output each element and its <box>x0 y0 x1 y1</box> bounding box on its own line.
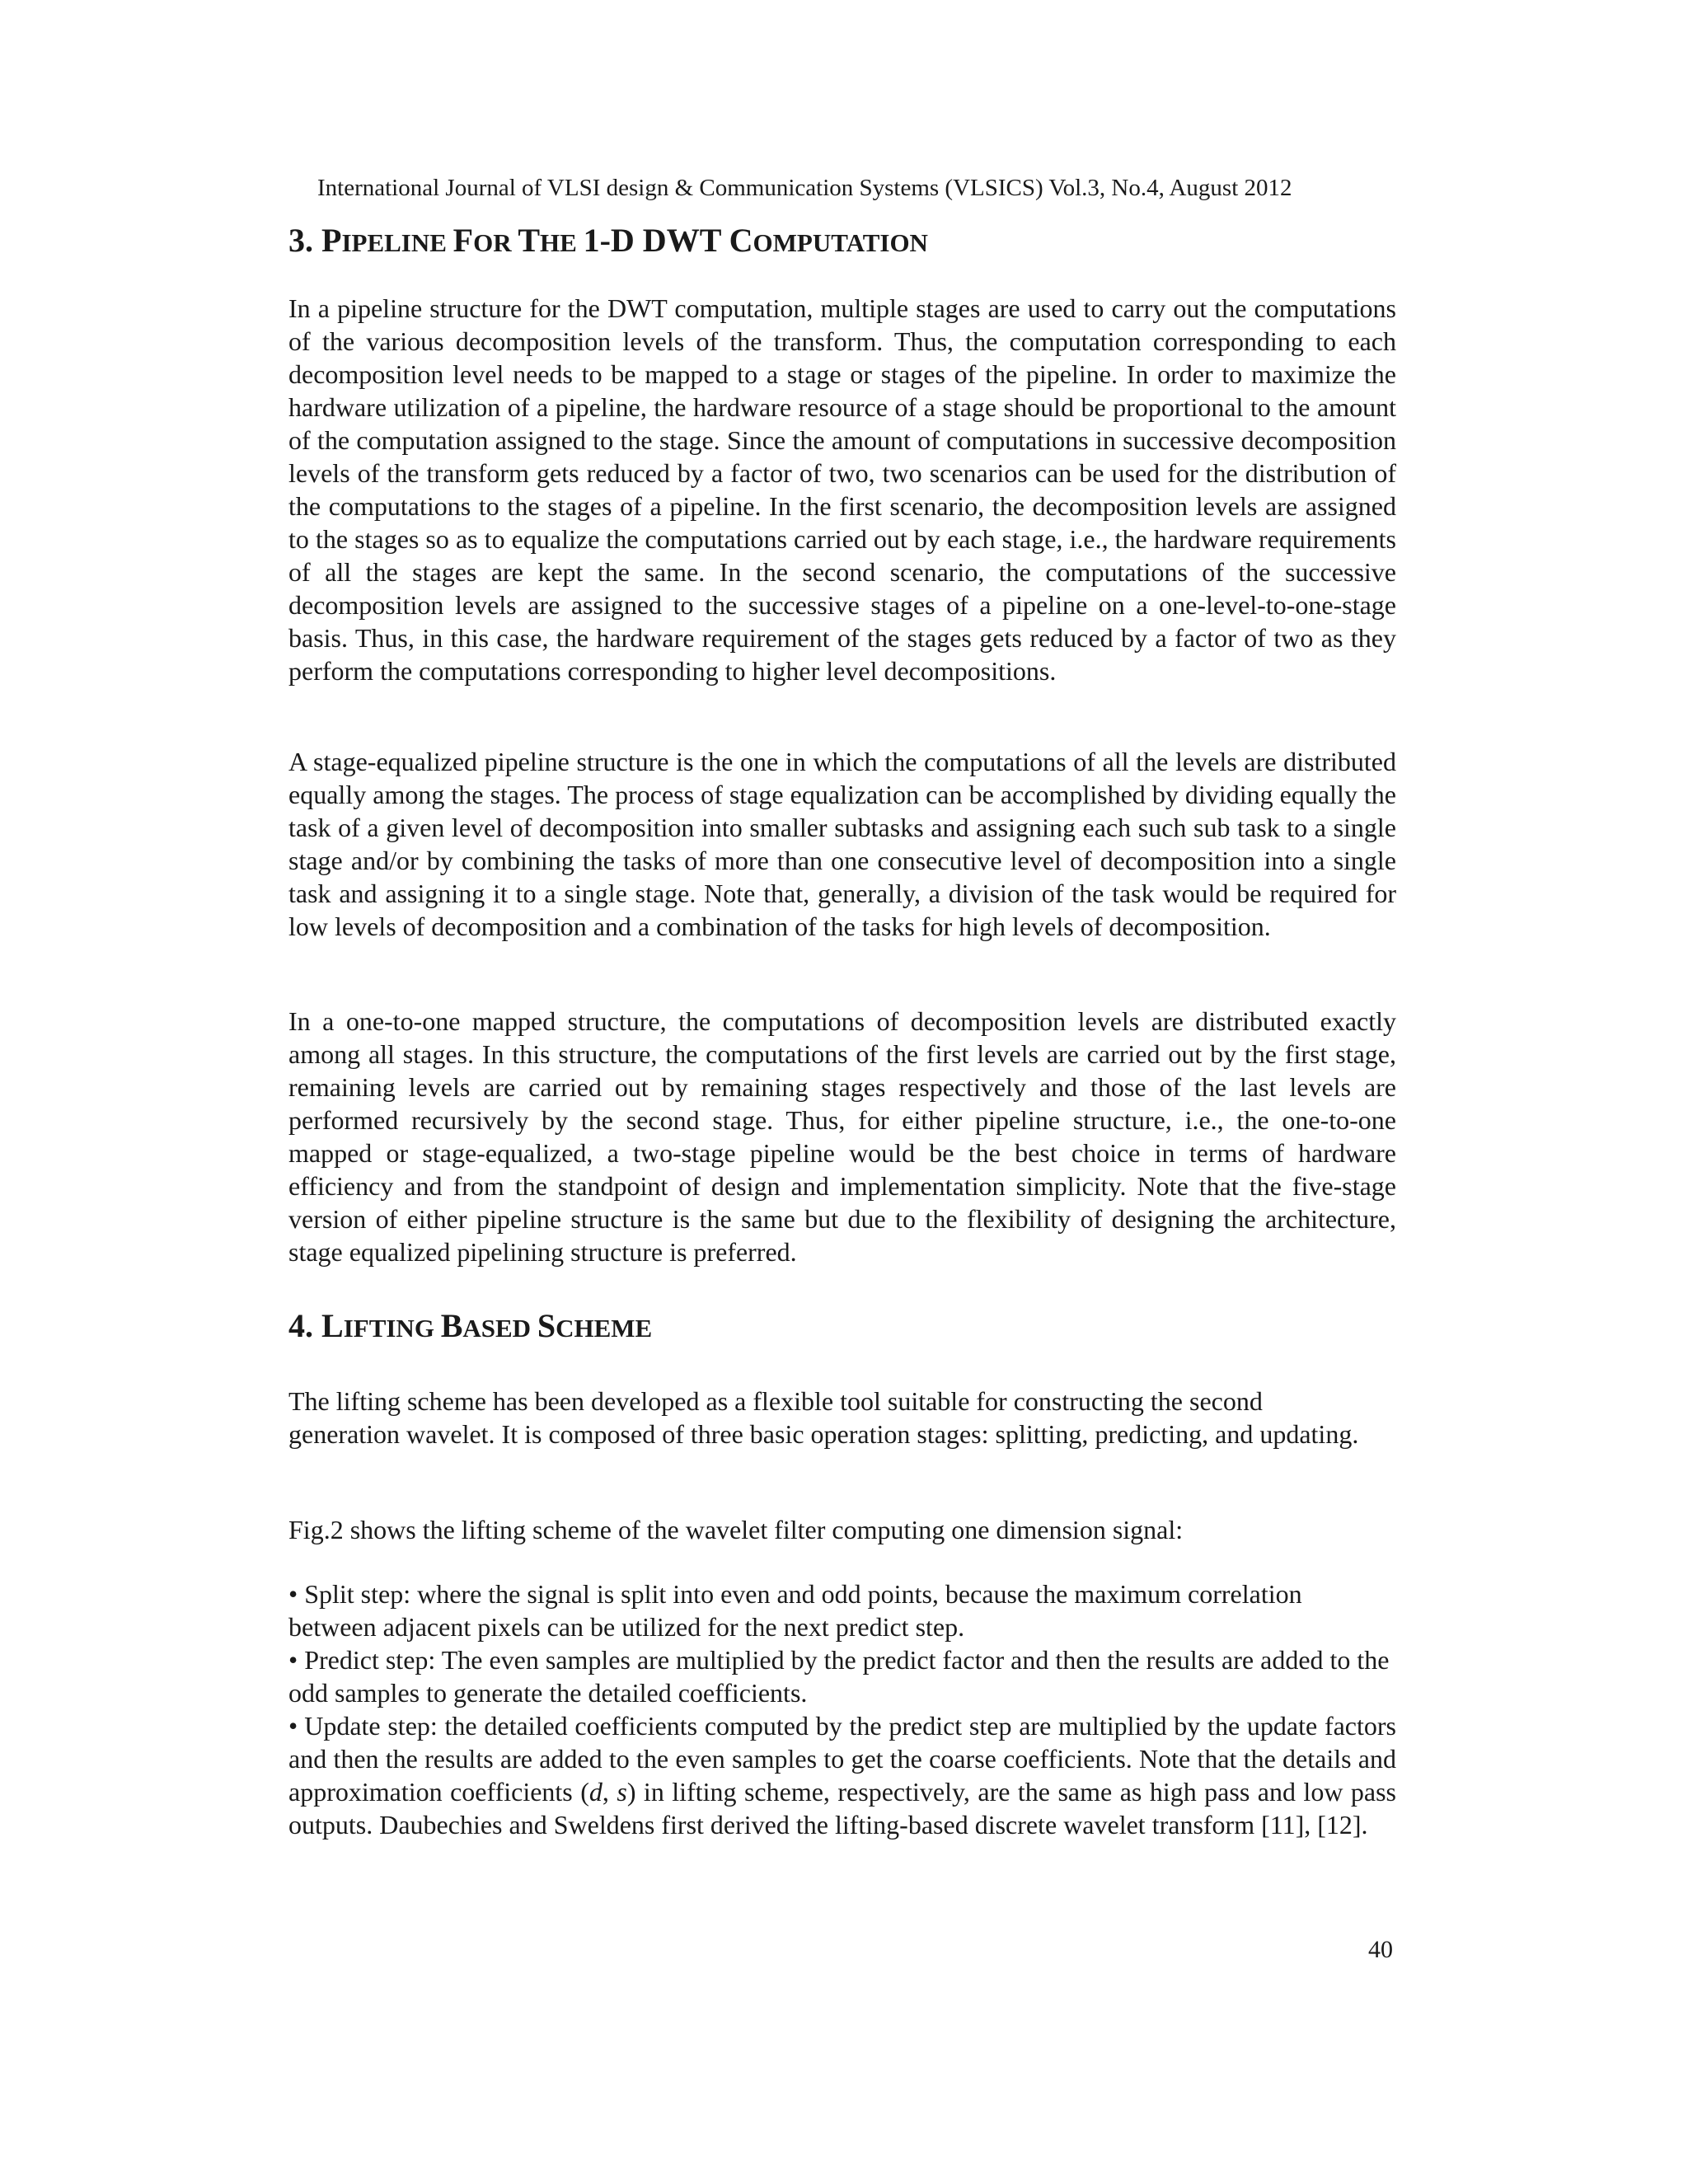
section-4-intro: The lifting scheme has been developed as a flexible tool suitable for constructing the second generation wavelet. It is composed of three basic operation stages: splitting, predicting, and updating. <box>288 1386 1359 1449</box>
bullet-icon: • <box>288 1711 298 1741</box>
bullet-icon: • <box>288 1579 298 1609</box>
list-item-text: Update step: the detailed coefficients computed by the predict step are multiplied by the update factors and then the results are added to the even samples to get the coarse coefficients. Note that the details and approximation coefficients ( <box>288 1711 1396 1807</box>
section-4-number: 4. <box>288 1307 321 1344</box>
section-3-paragraph-2: A stage-equalized pipeline structure is the one in which the computations of all the levels are distributed equally among the stages. The process of stage equalization can be accomplished by dividing equally the task of a given level of decomposition into smaller subtasks and assigning each such sub task to a single stage and/or by combining the tasks of more than one consecutive level of decomposition into a single task and assigning it to a single stage. Note that, generally, a division of the task would be required for low levels of decomposition and a combination of the tasks for high levels of decomposition. <box>288 747 1396 941</box>
list-item <box>288 1643 1396 1709</box>
symbol-d: d <box>588 1777 603 1807</box>
heading-cap: T <box>518 222 541 259</box>
section-4-figure-reference: Fig.2 shows the lifting scheme of the wavelet filter computing one dimension signal: <box>288 1515 1184 1544</box>
list-item-text: ) in lifting scheme, respectively, are the same as high pass and low pass outputs. Daubechies and Sweldens first derived the lifting-based discrete wavelet transform [11], [12]. <box>288 1777 1397 1840</box>
running-header: International Journal of VLSI design & Communication Systems (VLSICS) Vol.3, No.4, August 2012 <box>317 175 1292 201</box>
heading-cap: B <box>440 1307 463 1344</box>
list-item <box>288 1577 1396 1643</box>
heading-cap: F <box>452 222 474 259</box>
heading-smallcaps: OR <box>473 228 518 257</box>
heading-smallcaps: ASED <box>462 1314 537 1343</box>
page-number: 40 <box>1368 1936 1393 1963</box>
bullet-icon: • <box>288 1645 298 1675</box>
heading-cap: S <box>537 1307 556 1344</box>
separator: , <box>602 1777 617 1807</box>
list-item-text: Split step: where the signal is split into even and odd points, because the maximum correlation between adjacent pixels can be utilized for the next predict step. <box>288 1579 1302 1642</box>
section-3-heading <box>288 221 928 263</box>
heading-cap: L <box>321 1307 344 1344</box>
section-3-paragraph-1: In a pipeline structure for the DWT computation, multiple stages are used to carry out the computations of the various decomposition levels of the transform. Thus, the computation corresponding to each decomposition level needs to be mapped to a stage or stages of the pipeline. In order to maximize the hardware utilization of a pipeline, the hardware resource of a stage should be proportional to the amount of the computation assigned to the stage. Since the amount of computations in successive decomposition levels of the transform gets reduced by a factor of two, two scenarios can be used for the distribution of the computations to the stages of a pipeline. In the first scenario, the decomposition levels are assigned to the stages so as to equalize the computations carried out by each stage, i.e., the hardware requirements of all the stages are kept the same. In the second scenario, the computations of the successive decomposition levels are assigned to the successive stages of a pipeline on a one-level-to-one-stage basis. Thus, in this case, the hardware requirement of the stages gets reduced by a factor of two as they perform the computations corresponding to higher level decompositions. <box>288 293 1396 686</box>
heading-smallcaps: IFTING <box>343 1314 441 1343</box>
list-item <box>288 1709 1396 1841</box>
section-4-heading <box>288 1306 652 1348</box>
lifting-steps-list <box>288 1577 1396 1841</box>
symbol-s: s <box>617 1777 627 1807</box>
heading-smallcaps: OMPUTATION <box>753 228 928 257</box>
list-item-text: Predict step: The even samples are multiplied by the predict factor and then the results are added to the odd samples to generate the detailed coefficients. <box>288 1645 1390 1708</box>
heading-smallcaps: CHEME <box>556 1314 653 1343</box>
section-3-paragraph-3: In a one-to-one mapped structure, the computations of decomposition levels are distributed exactly among all stages. In this structure, the computations of the first levels are carried out by the first stage, remaining levels are carried out by remaining stages respectively and those of the last levels are performed recursively by the second stage. Thus, for either pipeline structure, i.e., the one-to-one mapped or stage-equalized, a two-stage pipeline would be the best choice in terms of hardware efficiency and from the standpoint of design and implementation simplicity. Note that the five-stage version of either pipeline structure is the same but due to the flexibility of designing the architecture, stage equalized pipelining structure is preferred. <box>288 1006 1396 1267</box>
heading-cap: 1-D DWT <box>583 222 729 259</box>
section-3-number: 3. <box>288 222 321 259</box>
heading-smallcaps: IPELINE <box>341 228 453 257</box>
heading-cap: P <box>321 222 342 259</box>
heading-cap: C <box>729 222 753 259</box>
heading-smallcaps: HE <box>540 228 584 257</box>
